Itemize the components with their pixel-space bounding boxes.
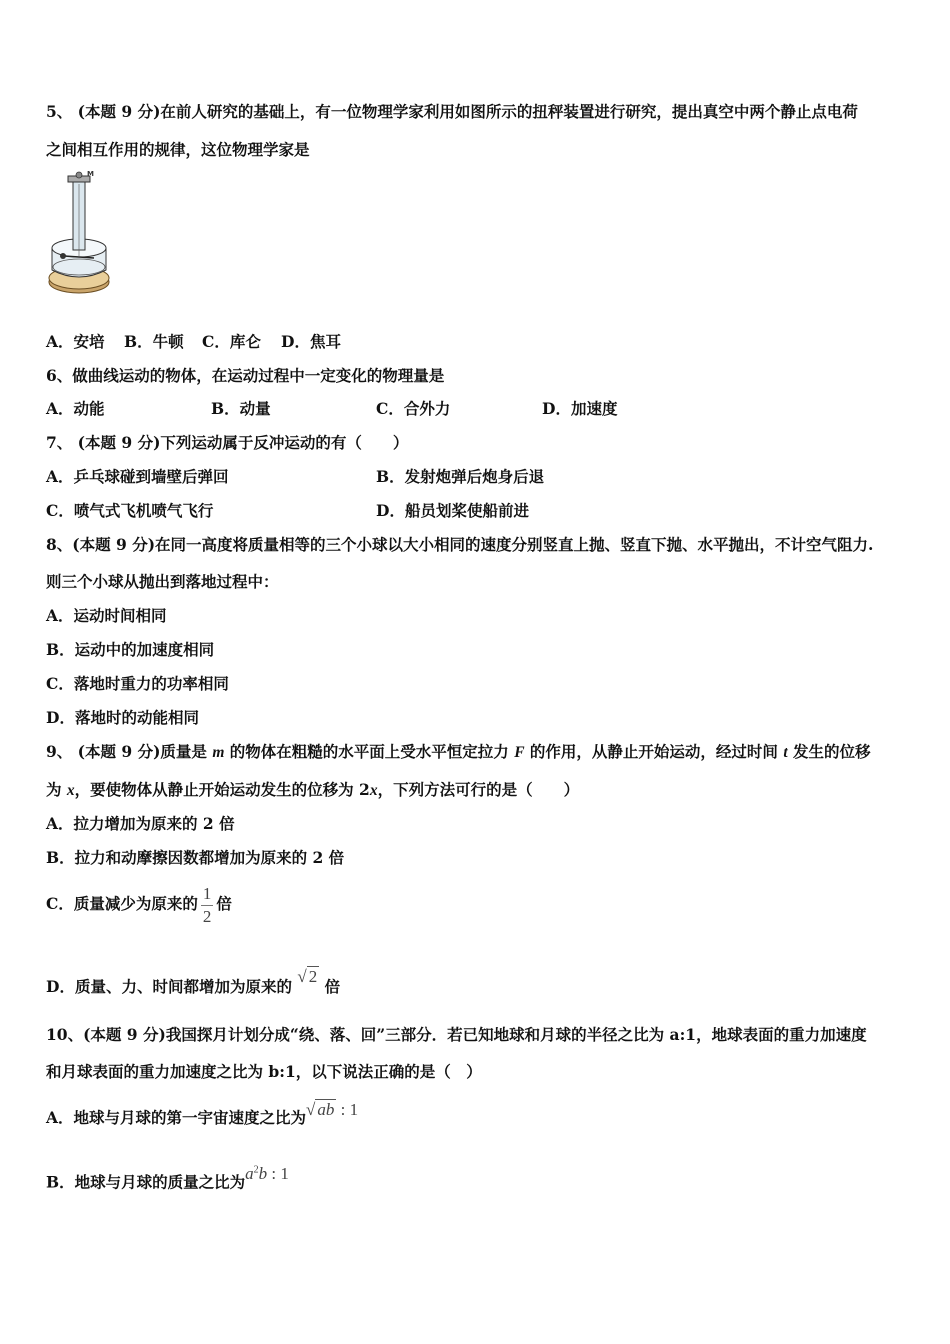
q8-stem-line1: 8、(本题 9 分)在同一高度将质量相等的三个小球以大小相同的速度分别竖直上抛、竖直下抛、水平抛出，不计空气阻力. (46, 535, 874, 554)
q9-option-b[interactable]: B．拉力和动摩擦因数都增加为原来的 2 倍 (46, 848, 345, 867)
torsion-balance-figure (46, 170, 116, 302)
q5-option-d[interactable]: D．焦耳 (281, 332, 341, 351)
q5-option-c[interactable]: C．库仑 (202, 332, 261, 351)
q6-option-b[interactable]: B．动量 (211, 399, 271, 418)
q7-option-b[interactable]: B．发射炮弹后炮身后退 (376, 467, 545, 486)
q10-stem-line1: 10、(本题 9 分)我国探月计划分成“绕、落、回”三部分．若已知地球和月球的半径之比为 a:1，地球表面的重力加速度 (46, 1025, 867, 1044)
q6-option-d[interactable]: D．加速度 (542, 399, 618, 418)
q10-option-b[interactable]: B．地球与月球的质量之比为$a^2b$ : 1 (46, 1163, 289, 1192)
q5-option-b[interactable]: B．牛顿 (124, 332, 184, 351)
svg-text:M: M (87, 170, 94, 178)
q5-option-a[interactable]: A．安培 (46, 332, 105, 351)
mass-ratio-expression: $a^2b$ : 1 (245, 1163, 289, 1183)
q7-option-a[interactable]: A．乒乓球碰到墙壁后弹回 (46, 467, 229, 486)
q5-stem-line1: 5、 (本题 9 分)在前人研究的基础上，有一位物理学家利用如图所示的扭秤装置进行研究，提出真空中两个静止点电荷 (46, 102, 858, 121)
q7-option-c[interactable]: C．喷气式飞机喷气飞行 (46, 501, 214, 520)
q6-option-a[interactable]: A．动能 (46, 399, 105, 418)
q8-stem-line2: 则三个小球从抛出到落地过程中： (46, 572, 279, 591)
q5-stem-line2: 之间相互作用的规律，这位物理学家是 (46, 140, 310, 159)
sqrt-ab-expression: √ ab : 1 (306, 1100, 359, 1119)
one-half-fraction: $\frac{1}{2}$ (202, 883, 212, 926)
q8-option-d[interactable]: D．落地时的动能相同 (46, 708, 199, 727)
q9-option-d[interactable]: D．质量、力、时间都增加为原来的 √ 2 倍 (46, 967, 341, 996)
q7-option-d[interactable]: D．船员划桨使船前进 (376, 501, 529, 520)
q9-option-c[interactable]: C．质量减少为原来的 $\frac{1}{2}$ 倍 (46, 883, 232, 926)
q6-option-c[interactable]: C．合外力 (376, 399, 451, 418)
q7-stem: 7、 (本题 9 分)下列运动属于反冲运动的有（ ） (46, 433, 409, 452)
q9-option-a[interactable]: A．拉力增加为原来的 2 倍 (46, 814, 235, 833)
q10-option-a[interactable]: A．地球与月球的第一宇宙速度之比为√ ab : 1 (46, 1100, 359, 1127)
sqrt-2-expression: √ 2 (297, 967, 318, 986)
q10-stem-line2: 和月球表面的重力加速度之比为 b:1，以下说法正确的是（ ） (46, 1062, 482, 1081)
q9-stem-line1: 9、 (本题 9 分)质量是 m 的物体在粗糙的水平面上受水平恒定拉力 F 的作用，从静止开始运动，经过时间 t 发生的位移 (46, 742, 871, 761)
q8-option-b[interactable]: B．运动中的加速度相同 (46, 640, 215, 659)
q8-option-a[interactable]: A．运动时间相同 (46, 606, 167, 625)
q8-option-c[interactable]: C．落地时重力的功率相同 (46, 674, 229, 693)
q9-stem-line2: 为 x，要使物体从静止开始运动发生的位移为 2x，下列方法可行的是（ ） (46, 780, 580, 799)
q6-stem: 6、做曲线运动的物体，在运动过程中一定变化的物理量是 (46, 366, 445, 385)
